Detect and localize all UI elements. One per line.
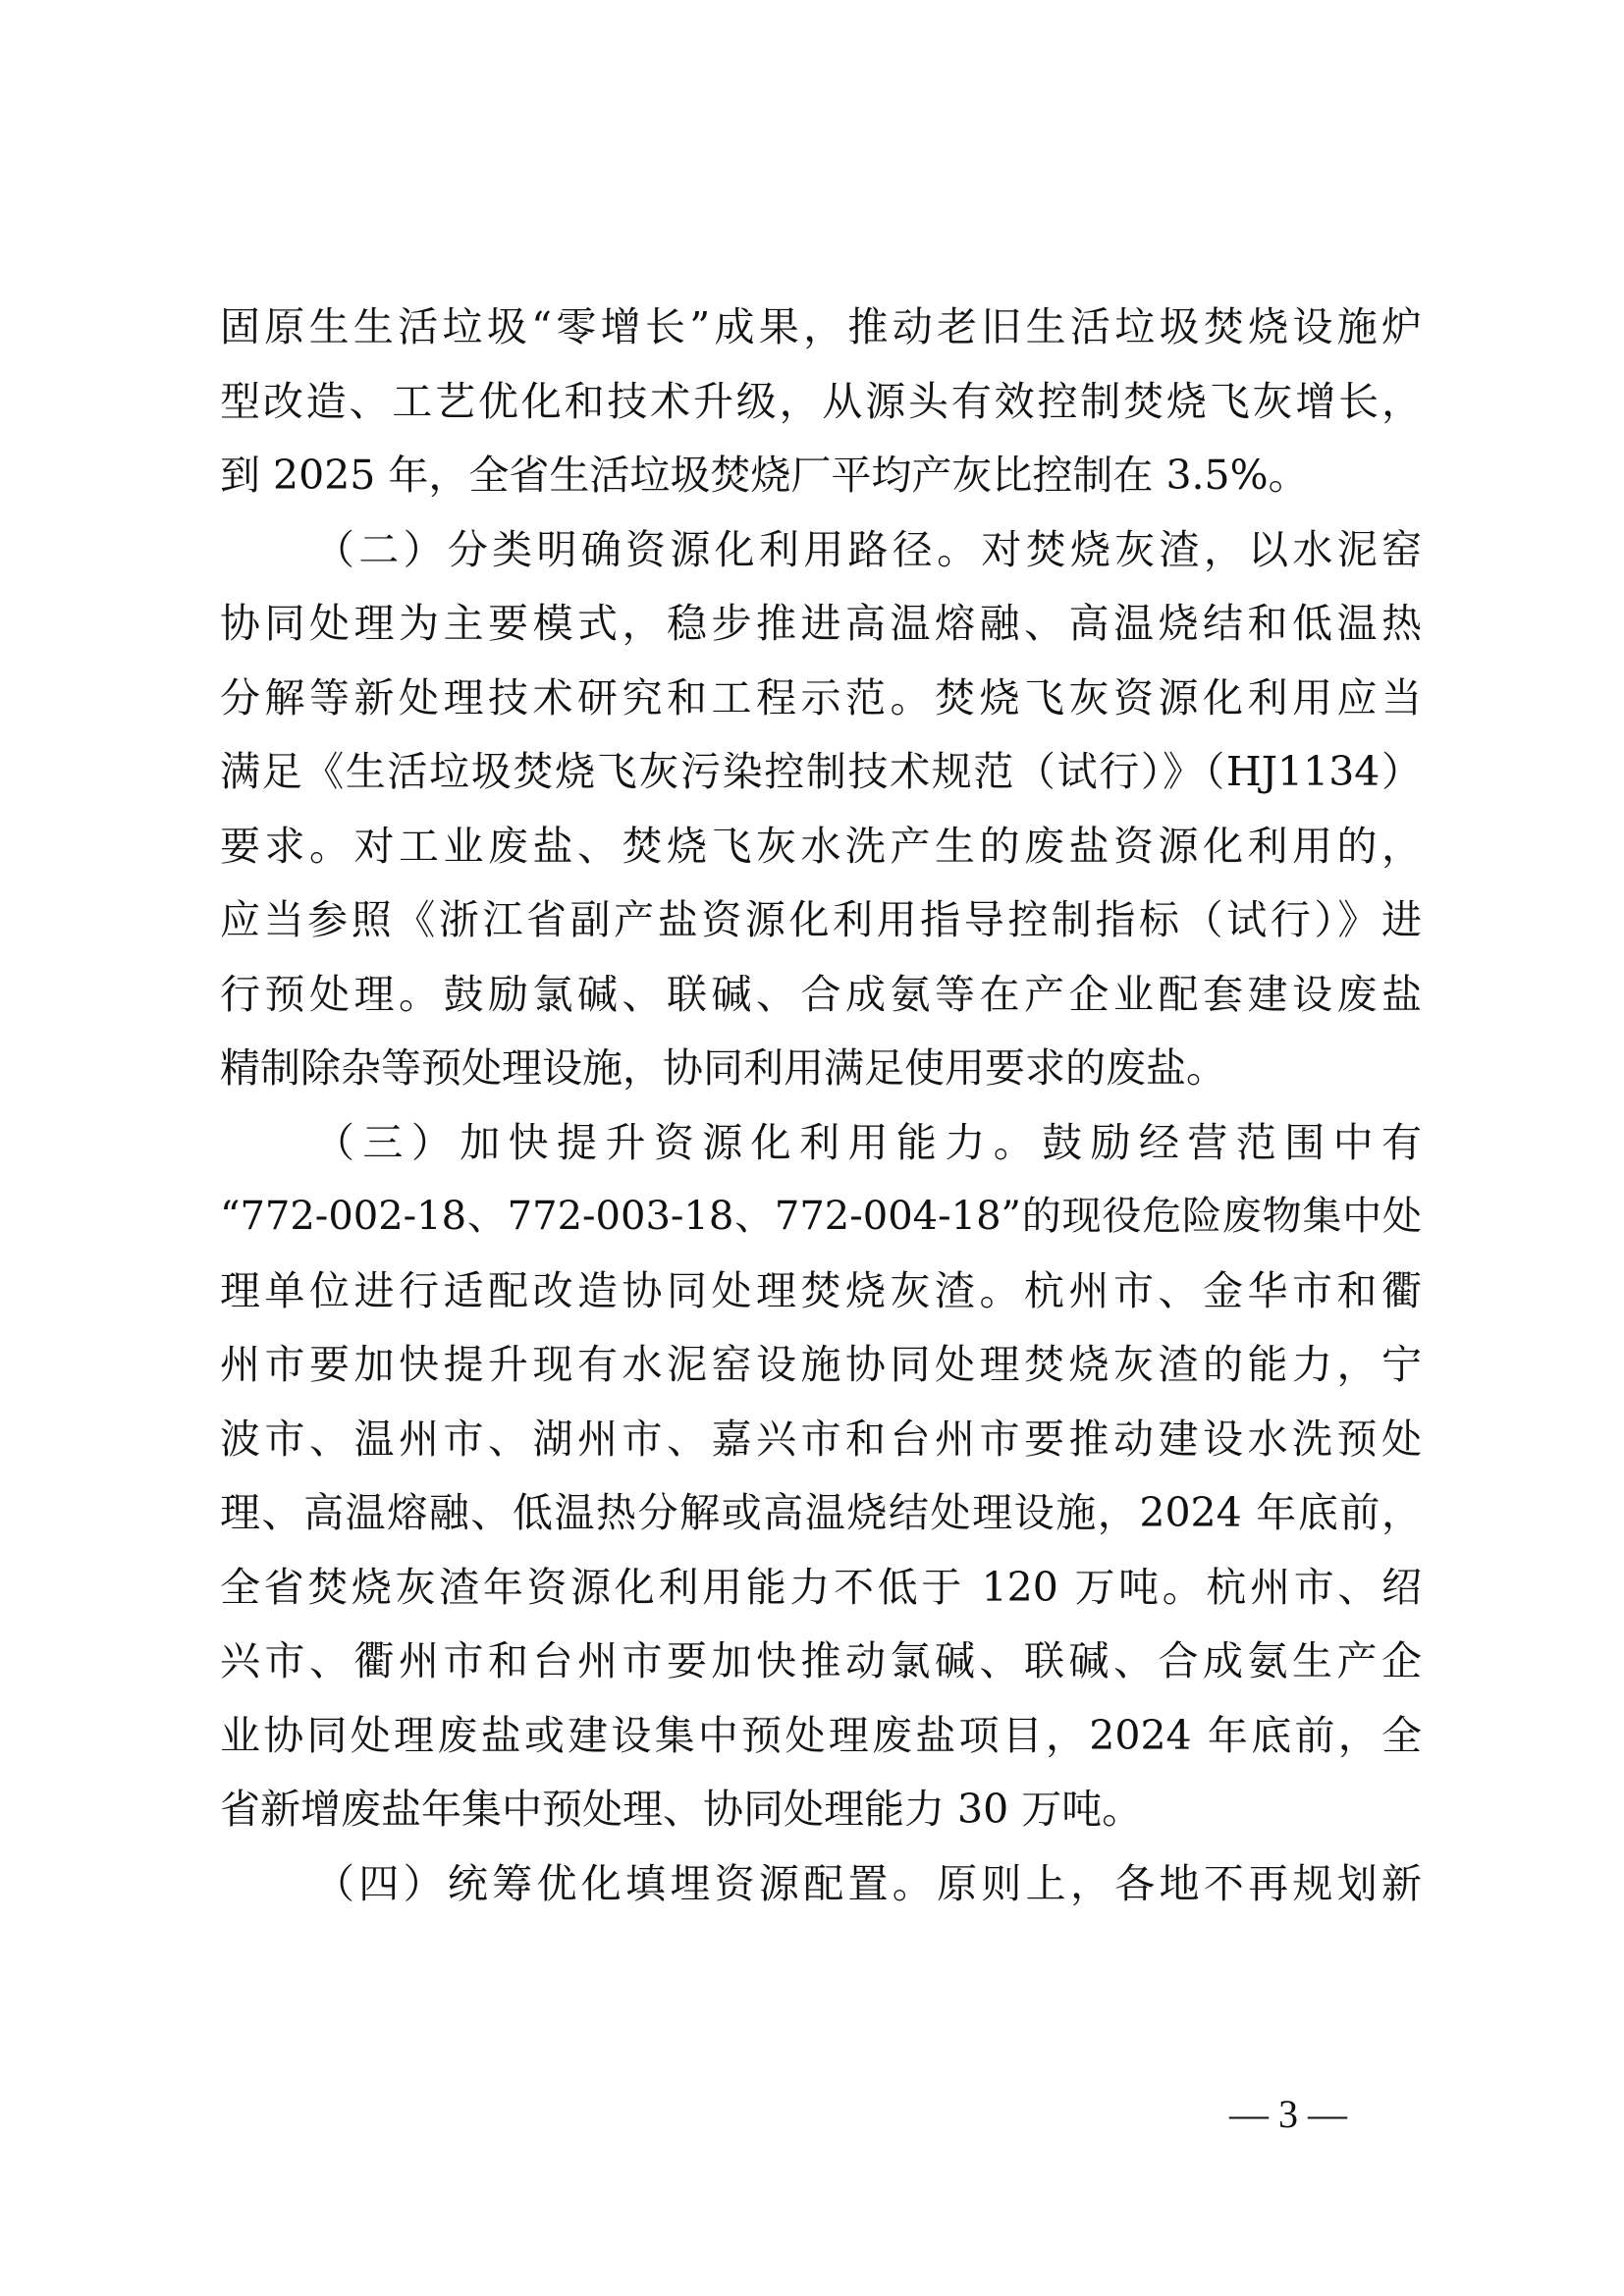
text-line-11: 精制除杂等预处理设施，协同利用满足使用要求的废盐。 <box>220 1044 1226 1092</box>
text-line-18: 全省焚烧灰渣年资源化利用能力不低于 120 万吨。杭州市、绍 <box>220 1563 1422 1611</box>
text-line-8: 要求。对工业废盐、焚烧飞灰水洗产生的废盐资源化利用的， <box>220 822 1422 870</box>
page-number: — 3 — <box>1229 2092 1347 2136</box>
text-line-9: 应当参照《浙江省副产盐资源化利用指导控制指标（试行）》进 <box>220 896 1422 943</box>
text-line-3: 到 2025 年，全省生活垃圾焚烧厂平均产灰比控制在 3.5%。 <box>220 452 1309 499</box>
text-line-10: 行预处理。鼓励氯碱、联碱、合成氨等在产企业配套建设废盐 <box>220 970 1422 1018</box>
body-text <box>220 291 1422 1921</box>
text-line-14: 理单位进行适配改造协同处理焚烧灰渣。杭州市、金华市和衢 <box>220 1266 1422 1314</box>
text-line-6: 分解等新处理技术研究和工程示范。焚烧飞灰资源化利用应当 <box>220 673 1422 721</box>
text-line-13: “772-002-18、772-003-18、772-004-18”的现役危险废物集中处 <box>220 1194 1422 1239</box>
section-heading-4: （四）统筹优化填埋资源配置。原则上，各地不再规划新 <box>314 1859 1422 1907</box>
text-line-15: 州市要加快提升现有水泥窑设施协同处理焚烧灰渣的能力，宁 <box>220 1341 1422 1388</box>
text-line-20: 业协同处理废盐或建设集中预处理废盐项目，2024 年底前，全 <box>220 1711 1422 1759</box>
text-line-2: 型改造、工艺优化和技术升级，从源头有效控制焚烧飞灰增长， <box>220 377 1422 425</box>
text-line-17: 理、高温熔融、低温热分解或高温烧结处理设施，2024 年底前， <box>220 1489 1422 1536</box>
section-heading-2: （二）分类明确资源化利用路径。对焚烧灰渣，以水泥窑 <box>314 525 1422 573</box>
text-line-21: 省新增废盐年集中预处理、协同处理能力 30 万吨。 <box>220 1786 1143 1833</box>
text-line-19: 兴市、衢州市和台州市要加快推动氯碱、联碱、合成氨生产企 <box>220 1637 1422 1684</box>
section-heading-3: （三）加快提升资源化利用能力。鼓励经营范围中有 <box>314 1118 1422 1166</box>
text-line-16: 波市、温州市、湖州市、嘉兴市和台州市要推动建设水洗预处 <box>220 1415 1422 1463</box>
text-line-7: 满足《生活垃圾焚烧飞灰污染控制技术规范（试行）》（HJ1134） <box>220 748 1422 795</box>
text-line-5: 协同处理为主要模式，稳步推进高温熔融、高温烧结和低温热 <box>220 600 1422 647</box>
text-line-1: 固原生生活垃圾“零增长”成果，推动老旧生活垃圾焚烧设施炉 <box>220 303 1422 350</box>
